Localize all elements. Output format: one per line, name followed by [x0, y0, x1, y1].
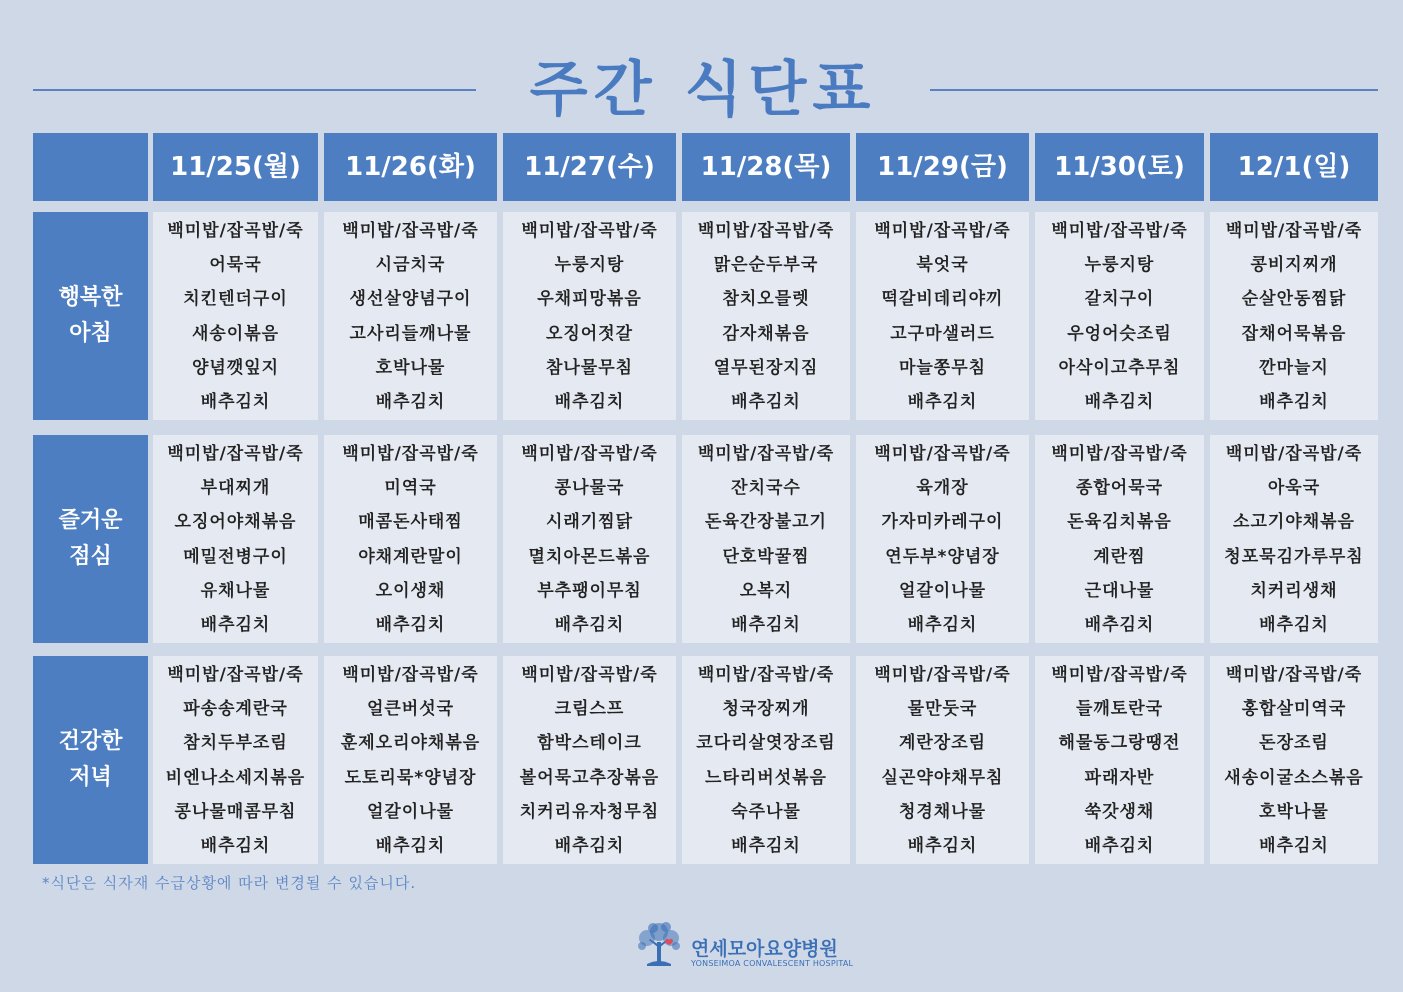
menu-item: 참치오믈렛 — [722, 289, 810, 310]
menu-item: 코다리살엿장조림 — [696, 733, 836, 754]
menu-item: 배추김치 — [907, 391, 978, 412]
menu-item: 마늘쫑무침 — [898, 357, 987, 378]
menu-item: 백미밥/잡곡밥/죽 — [521, 221, 658, 241]
menu-item: 들깨토란국 — [1075, 699, 1164, 720]
menu-item: 미역국 — [384, 478, 437, 499]
menu-item: 백미밥/잡곡밥/죽 — [521, 665, 658, 685]
meal-label-text: 즐거운 점심 — [58, 508, 123, 569]
menu-cell — [1210, 212, 1378, 420]
menu-item: 백미밥/잡곡밥/죽 — [874, 665, 1011, 685]
menu-cell — [153, 435, 318, 643]
menu-cell — [1035, 656, 1204, 864]
menu-item: 백미밥/잡곡밥/죽 — [697, 665, 835, 685]
menu-item: 어묵국 — [209, 255, 262, 276]
menu-item: 물만둣국 — [907, 699, 978, 720]
day-header: 11/28(목) — [682, 133, 850, 201]
menu-item: 배추김치 — [375, 391, 446, 412]
tree-heart-icon — [633, 918, 685, 970]
menu-item: 해물동그랑땡전 — [1058, 733, 1181, 754]
menu-cell — [1035, 212, 1204, 420]
menu-item: 느타리버섯볶음 — [705, 767, 827, 788]
day-header: 11/25(월) — [153, 133, 318, 201]
menu-item: 열무된장지짐 — [713, 357, 819, 378]
menu-item: 배추김치 — [1084, 614, 1155, 635]
menu-item: 참나물무침 — [545, 357, 634, 378]
menu-cell — [324, 435, 497, 643]
meal-label — [33, 656, 148, 864]
day-header: 12/1(일) — [1210, 133, 1378, 201]
menu-item: 비엔나소세지볶음 — [165, 767, 306, 788]
menu-item: 가자미카레구이 — [881, 512, 1004, 533]
menu-item: 오징어젓갈 — [545, 323, 634, 344]
menu-item: 백미밥/잡곡밥/죽 — [1225, 665, 1363, 685]
menu-item: 누룽지탕 — [1084, 255, 1155, 276]
day-header: 11/30(토) — [1035, 133, 1204, 201]
menu-item: 치커리생채 — [1250, 580, 1338, 601]
menu-item: 누룽지탕 — [554, 255, 625, 276]
title-divider-right — [930, 89, 1378, 91]
menu-item: 배추김치 — [375, 614, 446, 635]
menu-item: 실곤약야채무침 — [881, 767, 1004, 788]
menu-item: 배추김치 — [200, 391, 271, 412]
menu-item: 호박나물 — [375, 357, 446, 378]
header-corner — [33, 133, 148, 201]
menu-item: 숙주나물 — [731, 801, 801, 822]
menu-item: 배추김치 — [1259, 391, 1329, 412]
menu-item: 백미밥/잡곡밥/죽 — [342, 665, 479, 685]
hospital-name-english: YONSEIMOA CONVALESCENT HOSPITAL — [691, 959, 854, 968]
menu-item: 홍합살미역국 — [1241, 699, 1347, 720]
meal-label — [33, 435, 148, 643]
menu-item: 배추김치 — [200, 835, 271, 856]
meal-label — [33, 212, 148, 420]
menu-item: 콩비지찌개 — [1250, 255, 1338, 276]
menu-item: 단호박꿀찜 — [722, 546, 810, 567]
menu-item: 함박스테이크 — [537, 733, 642, 754]
menu-item: 청포묵김가루무침 — [1224, 546, 1364, 567]
menu-item: 잡채어묵볶음 — [1241, 323, 1347, 344]
menu-item: 깐마늘지 — [1259, 357, 1329, 378]
menu-item: 고구마샐러드 — [890, 323, 995, 344]
menu-item: 백미밥/잡곡밥/죽 — [1225, 221, 1363, 241]
menu-item: 갈치구이 — [1084, 289, 1155, 310]
menu-item: 콩나물매콤무침 — [174, 801, 297, 822]
menu-item: 볼어묵고추장볶음 — [519, 767, 660, 788]
menu-item: 돈육김치볶음 — [1067, 512, 1172, 533]
menu-item: 파송송계란국 — [183, 699, 288, 720]
menu-item: 훈제오리야채볶음 — [340, 733, 481, 754]
menu-item: 백미밥/잡곡밥/죽 — [697, 444, 835, 464]
meal-label-text: 건강한 저녁 — [58, 729, 123, 790]
menu-item: 백미밥/잡곡밥/죽 — [1051, 665, 1188, 685]
menu-item: 근대나물 — [1084, 580, 1155, 601]
menu-item: 아삭이고추무침 — [1058, 357, 1181, 378]
menu-item: 매콤돈사태찜 — [358, 512, 463, 533]
menu-cell — [153, 212, 318, 420]
menu-item: 배추김치 — [554, 614, 625, 635]
menu-item: 우채피망볶음 — [537, 289, 642, 310]
menu-item: 우엉어슷조림 — [1067, 323, 1172, 344]
menu-item: 백미밥/잡곡밥/죽 — [1051, 444, 1188, 464]
title-divider-left — [33, 89, 476, 91]
menu-item: 백미밥/잡곡밥/죽 — [521, 444, 658, 464]
menu-item: 백미밥/잡곡밥/죽 — [874, 444, 1011, 464]
menu-item: 배추김치 — [200, 614, 271, 635]
meal-row — [0, 435, 1403, 643]
menu-item: 배추김치 — [1084, 391, 1155, 412]
menu-item: 종합어묵국 — [1075, 478, 1164, 499]
menu-item: 도토리묵*양념장 — [344, 767, 477, 788]
menu-item: 돈장조림 — [1259, 733, 1329, 754]
menu-item: 청경채나물 — [898, 801, 987, 822]
menu-item: 양념깻잎지 — [191, 357, 280, 378]
menu-item: 호박나물 — [1259, 801, 1329, 822]
menu-cell — [503, 435, 676, 643]
day-header-row — [0, 133, 1403, 201]
menu-item: 배추김치 — [375, 835, 446, 856]
menu-item: 멸치아몬드볶음 — [528, 546, 651, 567]
menu-item: 백미밥/잡곡밥/죽 — [1225, 444, 1363, 464]
menu-cell — [1210, 656, 1378, 864]
menu-item: 새송이굴소스볶음 — [1224, 767, 1364, 788]
menu-item: 야채계란말이 — [358, 546, 463, 567]
menu-item: 배추김치 — [1259, 835, 1329, 856]
menu-item: 치커리유자청무침 — [519, 801, 660, 822]
menu-item: 치킨텐더구이 — [183, 289, 288, 310]
menu-cell — [856, 212, 1029, 420]
menu-item: 배추김치 — [907, 835, 978, 856]
menu-item: 배추김치 — [731, 391, 801, 412]
menu-item: 오복지 — [739, 580, 793, 601]
menu-cell — [856, 656, 1029, 864]
menu-cell — [1035, 435, 1204, 643]
menu-item: 고사리들깨나물 — [349, 323, 472, 344]
menu-item: 부대찌개 — [200, 478, 271, 499]
menu-item: 생선살양념구이 — [349, 289, 472, 310]
menu-item: 잔치국수 — [731, 478, 801, 499]
menu-item: 메밀전병구이 — [183, 546, 288, 567]
menu-cell — [503, 656, 676, 864]
menu-item: 백미밥/잡곡밥/죽 — [167, 665, 304, 685]
hospital-logo — [633, 918, 863, 974]
day-header: 11/26(화) — [324, 133, 497, 201]
menu-item: 북엇국 — [916, 255, 969, 276]
menu-cell — [682, 656, 850, 864]
day-header: 11/27(수) — [503, 133, 676, 201]
menu-item: 계란찜 — [1093, 546, 1146, 567]
menu-item: 배추김치 — [731, 835, 801, 856]
menu-item: 백미밥/잡곡밥/죽 — [167, 221, 304, 241]
menu-item: 오징어야채볶음 — [174, 512, 297, 533]
menu-item: 소고기야채볶음 — [1233, 512, 1355, 533]
menu-item: 백미밥/잡곡밥/죽 — [1051, 221, 1188, 241]
menu-item: 시래기찜닭 — [545, 512, 634, 533]
menu-item: 배추김치 — [1259, 614, 1329, 635]
page-title: 주간 식단표 — [529, 55, 877, 125]
menu-item: 맑은순두부국 — [713, 255, 819, 276]
menu-item: 배추김치 — [907, 614, 978, 635]
menu-cell — [682, 212, 850, 420]
meal-row — [0, 212, 1403, 420]
menu-cell — [856, 435, 1029, 643]
menu-item: 파래자반 — [1084, 767, 1155, 788]
menu-item: 백미밥/잡곡밥/죽 — [342, 444, 479, 464]
menu-cell — [153, 656, 318, 864]
menu-item: 배추김치 — [554, 391, 625, 412]
menu-item: 돈육간장불고기 — [705, 512, 827, 533]
menu-cell — [503, 212, 676, 420]
menu-item: 백미밥/잡곡밥/죽 — [874, 221, 1011, 241]
menu-item: 얼갈이나물 — [366, 801, 455, 822]
menu-item: 떡갈비데리야끼 — [881, 289, 1004, 310]
menu-item: 유채나물 — [200, 580, 271, 601]
menu-item: 참치두부조림 — [183, 733, 288, 754]
menu-item: 부추팽이무침 — [537, 580, 642, 601]
menu-cell — [682, 435, 850, 643]
hospital-name: 연세모아요양병원 — [691, 938, 838, 960]
menu-item: 백미밥/잡곡밥/죽 — [342, 221, 479, 241]
menu-item: 배추김치 — [731, 614, 801, 635]
menu-item: 오이생채 — [375, 580, 446, 601]
menu-item: 백미밥/잡곡밥/죽 — [167, 444, 304, 464]
menu-item: 청국장찌개 — [722, 699, 810, 720]
menu-item: 쑥갓생채 — [1084, 801, 1155, 822]
menu-item: 연두부*양념장 — [885, 546, 1000, 567]
menu-item: 크림스프 — [554, 699, 625, 720]
menu-item: 육개장 — [916, 478, 969, 499]
meal-label-text: 행복한 아침 — [58, 285, 123, 346]
menu-item: 감자채볶음 — [722, 323, 810, 344]
menu-item: 배추김치 — [1084, 835, 1155, 856]
menu-item: 아욱국 — [1267, 478, 1321, 499]
menu-item: 백미밥/잡곡밥/죽 — [697, 221, 835, 241]
menu-item: 얼큰버섯국 — [366, 699, 455, 720]
menu-item: 계란장조림 — [898, 733, 987, 754]
title-area — [0, 48, 1403, 138]
menu-cell — [1210, 435, 1378, 643]
menu-item: 얼갈이나물 — [898, 580, 987, 601]
day-header: 11/29(금) — [856, 133, 1029, 201]
menu-item: 콩나물국 — [554, 478, 625, 499]
menu-item: 새송이볶음 — [191, 323, 280, 344]
menu-item: 배추김치 — [554, 835, 625, 856]
menu-item: 시금치국 — [375, 255, 446, 276]
menu-cell — [324, 656, 497, 864]
menu-cell — [324, 212, 497, 420]
menu-item: 순살안동찜닭 — [1241, 289, 1347, 310]
menu-change-note: *식단은 식자재 수급상황에 따라 변경될 수 있습니다. — [42, 874, 417, 892]
meal-row — [0, 656, 1403, 864]
